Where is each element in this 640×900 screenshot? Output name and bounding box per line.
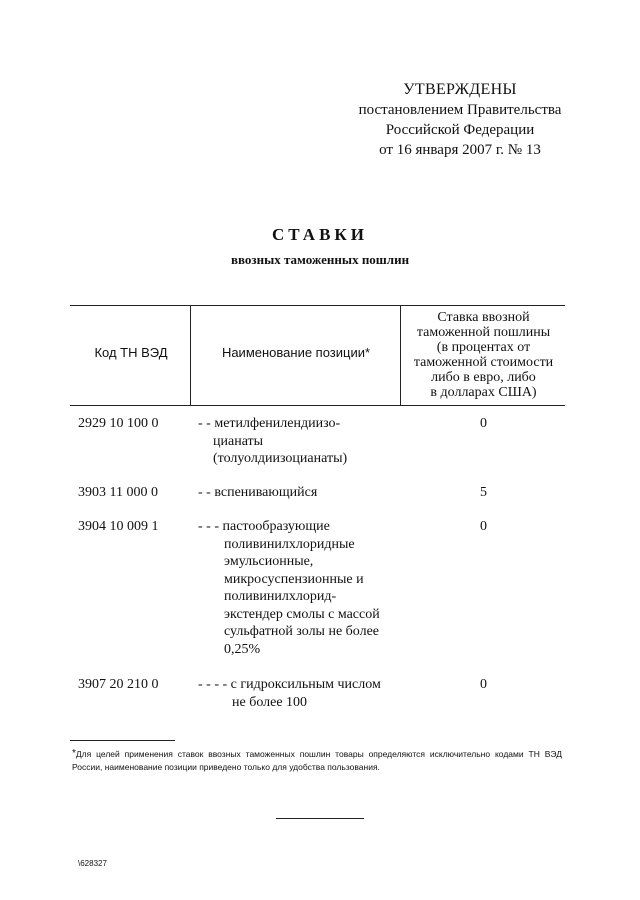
description-line: метилфенилендиизо- [214,416,341,431]
column-header-rate [402,310,565,400]
table-column-divider [190,305,191,405]
table-row-description [198,484,408,502]
approval-heading: УТВЕРЖДЕНЫ [403,81,517,98]
description-line: поливинилхлорид- [224,589,337,604]
table-row-description [198,518,398,658]
document-code: \628327 [78,859,107,868]
document-subtitle: ввозных таможенных пошлин [230,252,410,267]
table-column-divider [400,305,401,405]
description-line: не более 100 [232,694,308,710]
dash-prefix: - - - [198,519,223,534]
description-line: (толуолдиизоцианаты) [213,451,348,466]
description-line: сульфатной золы не более [224,624,380,639]
table-row-code: 3904 10 009 1 [78,519,159,534]
table-row-rate: 0 [480,416,487,431]
column-header-code: Код ТН ВЭД [94,345,168,360]
dash-prefix: - - [198,416,215,431]
column-header-rate-line: (в процентах от [436,340,531,355]
approval-line-1: постановлением Правительства [358,102,562,118]
document-title: СТАВКИ [272,225,368,244]
table-row-rate: 0 [480,519,487,534]
description-line: цианаты [213,433,264,449]
column-header-rate-line: в долларах США) [430,385,537,400]
description-line: микросуспензионные и [224,571,364,587]
description-line: экстендер смолы с массой [224,606,380,622]
table-row-rate: 5 [480,485,487,500]
description-line: 0,25% [224,641,261,657]
end-rule [276,818,364,819]
table-row-description [198,415,408,468]
column-header-rate-line: таможенной стоимости [413,355,554,370]
table-top-rule [70,305,565,306]
column-header-rate-line: Ставка ввозной [437,310,530,325]
description-line: поливинилхлоридные [224,536,355,552]
table-row-code: 3907 20 210 0 [78,677,159,692]
dash-prefix: - - [198,485,215,500]
table-header-bottom-rule [70,405,565,406]
footnote-mark: * [72,748,76,759]
description-line: с гидроксильным числом [230,677,381,692]
table-row-description [198,676,408,711]
footnote-rule [70,740,175,741]
dash-prefix: - - - - [198,677,231,692]
description-line: эмульсионные, [224,554,314,569]
approval-block [330,80,590,160]
column-header-rate-line: либо в евро, либо [431,370,536,385]
description-line: вспенивающийся [214,485,318,500]
footnote-text: Для целей применения ставок ввозных таможенных пошлин товары определяются исключительно кодами ТН ВЭД России, наименование позиции приведено только для удобства пользования. [72,749,562,772]
table-row-code: 3903 11 000 0 [78,485,158,500]
approval-line-3: от 16 января 2007 г. № 13 [379,142,541,158]
table-row-rate: 0 [480,677,487,692]
column-header-rate-line: таможенной пошлины [416,325,551,340]
footnote [72,747,562,774]
table-row-code: 2929 10 100 0 [78,416,159,431]
description-line: пастообразующие [222,519,330,534]
approval-line-2: Российской Федерации [385,122,535,138]
column-header-name: Наименование позиции* [221,345,371,360]
